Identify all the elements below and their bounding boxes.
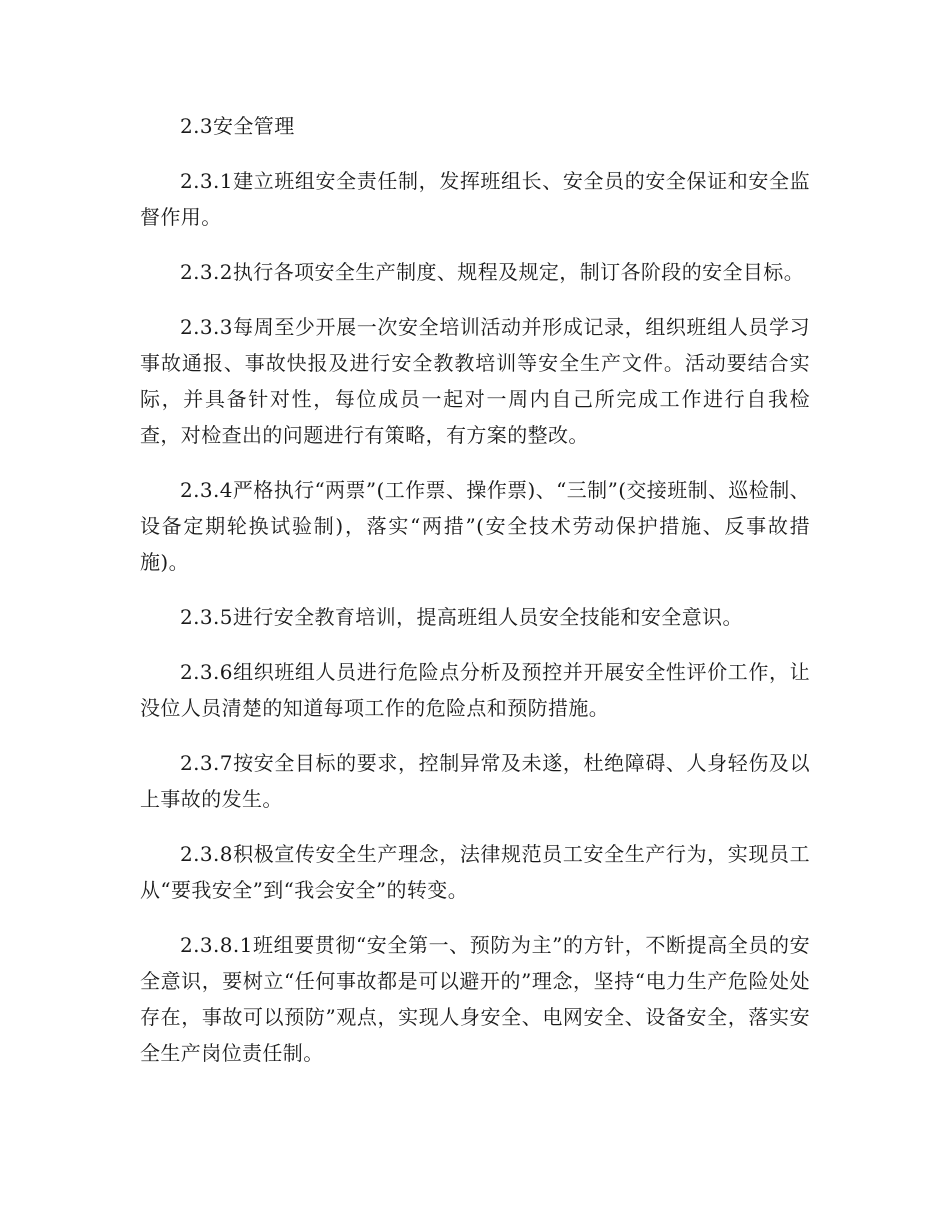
paragraph-2-3-8-1: 2.3.8.1班组要贯彻“安全第一、预防为主”的方针，不断提高全员的安全意识，要树立“任何事故都是可以避开的”理念，坚持“电力生产危险处处存在，事故可以预防”观点，实现人身安全、电网安全、设备安全，落实安全生产岗位责任制。	[140, 933, 810, 1065]
paragraph-2-3-6: 2.3.6组织班组人员进行危险点分析及预控并开展安全性评价工作，让没位人员清楚的知道每项工作的危险点和预防措施。	[140, 660, 810, 720]
paragraph-2-3-8: 2.3.8积极宣传安全生产理念，法律规范员工安全生产行为，实现员工从“要我安全”到“我会安全”的转变。	[140, 842, 810, 902]
paragraph-2-3-2: 2.3.2执行各项安全生产制度、规程及规定，制订各阶段的安全目标。	[180, 260, 805, 284]
paragraph-2-3-3: 2.3.3每周至少开展一次安全培训活动并形成记录，组织班组人员学习事故通报、事故快报及进行安全教教培训等安全生产文件。活动要结合实际，并具备针对性，每位成员一起对一周内自己所完成工作进行自我检查，对检查出的问题进行有策略，有方案的整改。	[140, 315, 810, 447]
section-heading: 2.3安全管理	[180, 114, 295, 138]
paragraph-2-3-7: 2.3.7按安全目标的要求，控制异常及未遂，杜绝障碍、人身轻伤及以上事故的发生。	[140, 751, 810, 811]
document-body	[140, 108, 810, 1090]
paragraph-2-3-4: 2.3.4严格执行“两票”(工作票、操作票)、“三制”(交接班制、巡检制、设备定期轮换试验制)，落实“两措”(安全技术劳动保护措施、反事故措施)。	[140, 478, 810, 574]
paragraph-2-3-5: 2.3.5进行安全教育培训，提高班组人员安全技能和安全意识。	[180, 605, 743, 629]
paragraph-2-3-1: 2.3.1建立班组安全责任制，发挥班组长、安全员的安全保证和安全监督作用。	[140, 169, 810, 229]
